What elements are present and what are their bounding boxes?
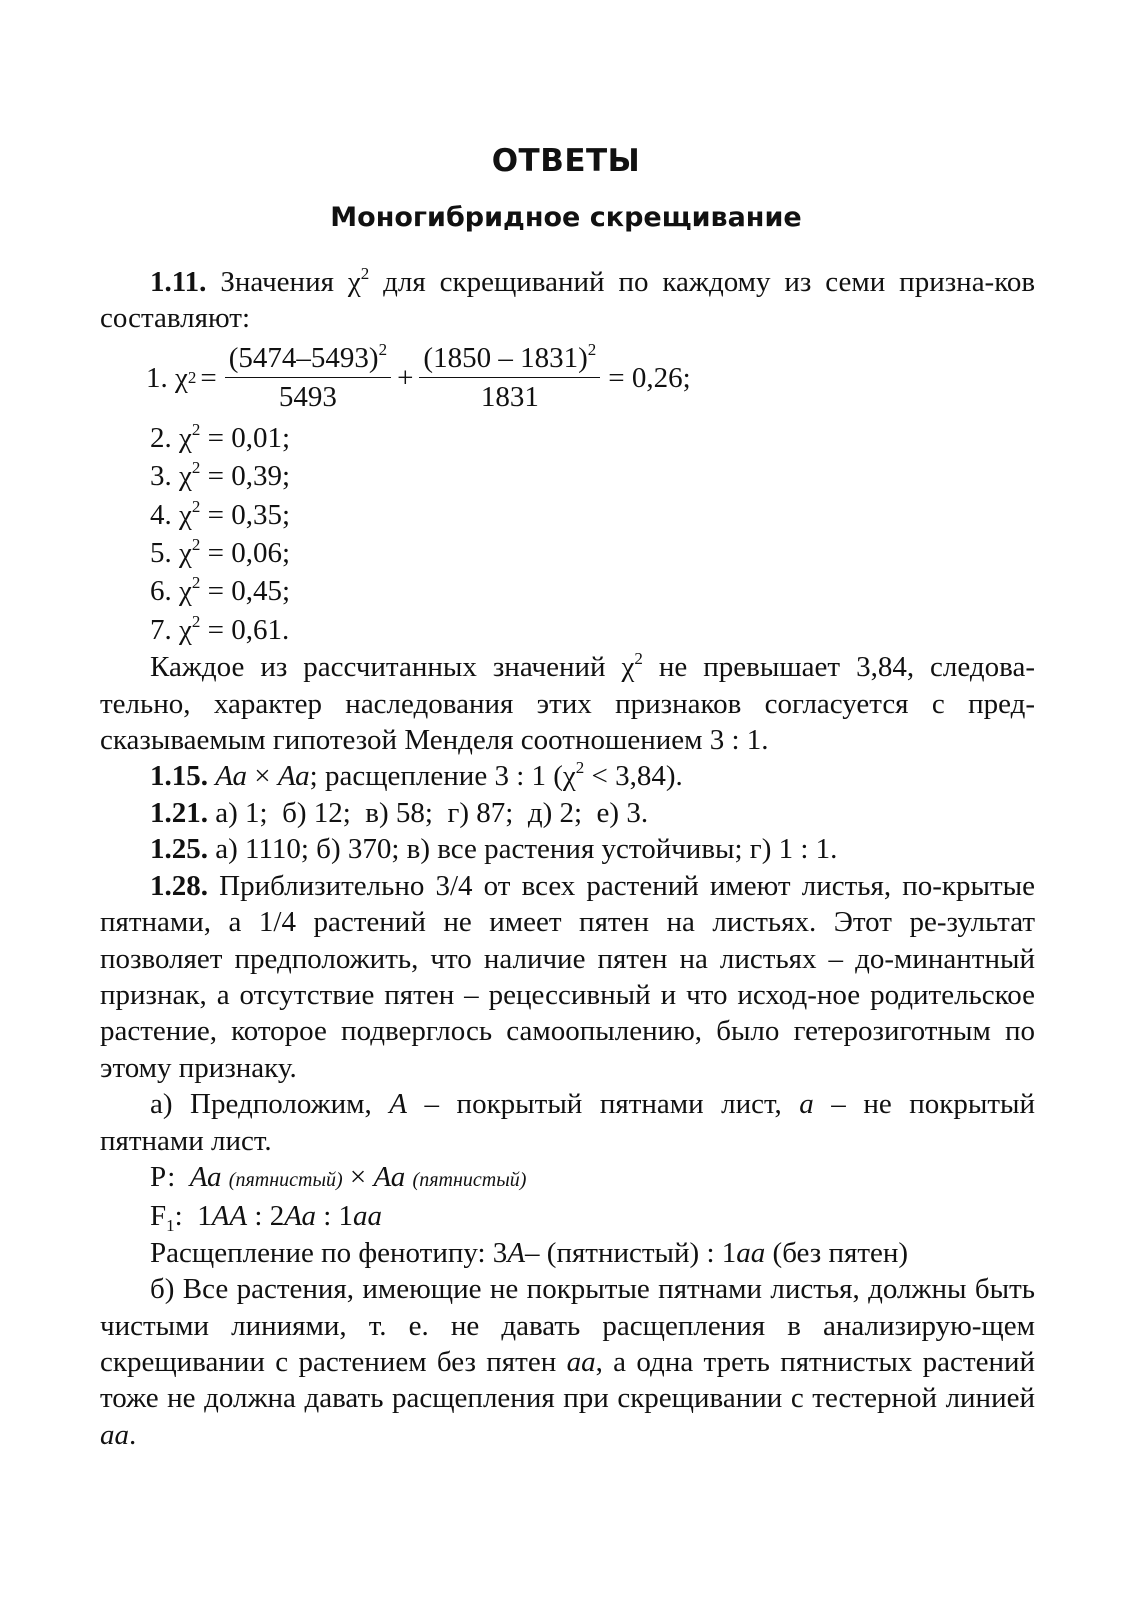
answer-1-11: 1.11. Значения $\chi^2$ для скрещиваний по каждому из семи призна-ков составляют: [100, 264, 1036, 335]
chi-value-item: 7. $\chi^2 = 0,61$. [150, 611, 290, 646]
answer-number: 1.25. [150, 833, 208, 866]
chi-value-item: 4. $\chi^2 = 0,35$; [150, 496, 291, 531]
answer-number: 1.15. [150, 760, 208, 793]
answer-1-28-part-b: б) Все растения, имеющие не покрытые пятнами листья, должны быть чистыми линиями, т. е. не давать расщепления в анализирую-щем скрещивании с растением без пятен аа, а одна треть пятнистых растений тоже не должна давать расщепления при скрещивании с тестерной линией аа. [100, 1273, 1035, 1451]
chi-square-list [100, 419, 1035, 649]
chi-value-item: 2. $\chi^2 = 0,01$; [150, 419, 291, 454]
fraction-1: $\frac{(5474-5493)^2}{5493}$ [225, 339, 391, 416]
page-title: ОТВЕТЫ [491, 143, 641, 179]
section-title: Моногибридное скрещивание [330, 202, 802, 233]
answer-1-28: 1.28. Приблизительно 3/4 от всех растений имеют листья, по-крытые пятнами, а 1/4 растений не имеет пятен на листьях. Этот ре-зультат позволяет предположить, что наличие пятен на листьях – до-минантный признак, а отсутствие пятен – рецессивный и что исход-ное родительское растение, которое подверглось самоопылению, было гетерозиготным по этому признаку. [100, 869, 1035, 1084]
answer-number: 1.11. [150, 266, 207, 298]
conclusion-paragraph: Каждое из рассчитанных значений $\chi^2$ не превышает 3,84, следова-тельно, характер наследования этих признаков согласуется с пред-сказываемым гипотезой Менделя соотношением 3 : 1. [100, 649, 1035, 757]
answer-number: 1.21. [150, 796, 208, 829]
answers-body [100, 264, 1035, 1453]
chi-value-item: 6. $\chi^2 = 0,45$; [150, 573, 291, 608]
fraction-2: $\frac{(1850 - 1831)^2}{1831}$ [419, 339, 600, 416]
answer-1-25: 1.25. а) 1110; б) 370; в) все растения устойчивы; г) 1 : 1. [150, 833, 838, 866]
chi-square-formula: 1. χ 2 = $\frac{(5474-5493)^2}{5493}$ + $\frac{(1850 - 1831)^2}{1831}$ = 0,26; [100, 337, 1035, 419]
answer-1-28-part-a: а) Предположим, А – покрытый пятнами лист, а – не покрытый пятнами лист. [100, 1088, 1035, 1157]
answer-1-15: 1.15. Аа × Аа; расщепление 3 : 1 $(\chi^2 < 3,84)$. [150, 758, 683, 793]
parental-cross: Р: Аа (пятнистый) × Аа (пятнистый) [150, 1160, 527, 1193]
phenotype-split: Расщепление по фенотипу: 3А– (пятнистый) : 1аа (без пятен) [150, 1236, 909, 1269]
answer-1-21: 1.21. а) 1; б) 12; в) 58; г) 87; д) 2; е) 3. [150, 796, 649, 829]
chi-value-item: 3. $\chi^2 = 0,39$; [150, 458, 291, 493]
chi-value-item: 5. $\chi^2 = 0,06$; [150, 535, 291, 570]
answer-number: 1.28. [150, 869, 208, 902]
f1-generation: $F_1$: 1АА : 2Аа : 1аа [150, 1200, 383, 1236]
